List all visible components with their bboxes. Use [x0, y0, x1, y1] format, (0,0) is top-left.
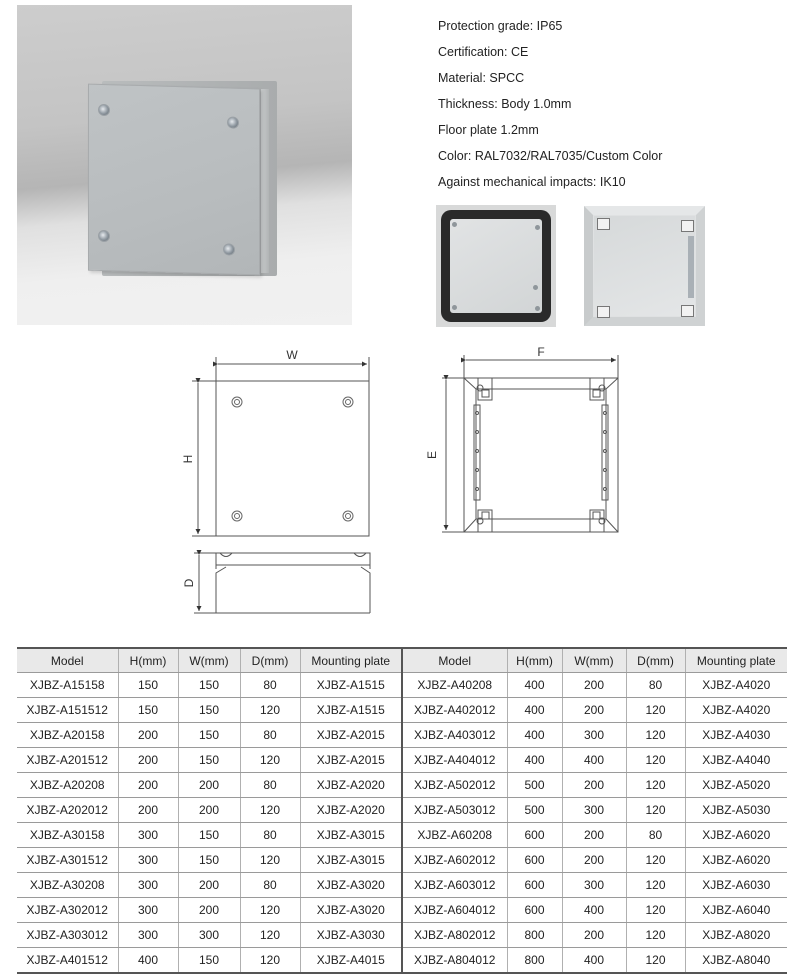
- cell-depth: 80: [240, 873, 300, 898]
- cell-depth: 120: [626, 898, 685, 923]
- cell-mounting-plate: XJBZ-A3020: [300, 898, 402, 923]
- screw-icon: [98, 230, 110, 242]
- cell-model: XJBZ-A20208: [17, 773, 118, 798]
- photo-cover-inside: [436, 205, 556, 327]
- cell-depth: 120: [240, 698, 300, 723]
- cell-height: 400: [507, 698, 562, 723]
- mounting-bracket: [597, 306, 610, 318]
- spec-material: Material: SPCC: [438, 71, 525, 85]
- cell-mounting-plate: XJBZ-A4020: [685, 698, 787, 723]
- cell-mounting-plate: XJBZ-A6040: [685, 898, 787, 923]
- cell-mounting-plate: XJBZ-A2015: [300, 723, 402, 748]
- cell-model: XJBZ-A302012: [17, 898, 118, 923]
- cell-width: 200: [562, 848, 626, 873]
- cell-height: 600: [507, 898, 562, 923]
- cell-mounting-plate: XJBZ-A3015: [300, 848, 402, 873]
- cell-height: 600: [507, 848, 562, 873]
- cell-model: XJBZ-A604012: [402, 898, 507, 923]
- cover-plate: [450, 219, 542, 313]
- cell-mounting-plate: XJBZ-A4040: [685, 748, 787, 773]
- cell-height: 150: [118, 673, 178, 698]
- cell-height: 400: [118, 948, 178, 974]
- cell-model: XJBZ-A30208: [17, 873, 118, 898]
- spec-color: Color: RAL7032/RAL7035/Custom Color: [438, 149, 663, 163]
- screw-icon: [535, 225, 540, 230]
- cell-mounting-plate: XJBZ-A6020: [685, 823, 787, 848]
- spec-protection-grade: Protection grade: IP65: [438, 19, 563, 33]
- cell-height: 200: [118, 748, 178, 773]
- cell-model: XJBZ-A151512: [17, 698, 118, 723]
- cell-depth: 80: [626, 673, 685, 698]
- screw-icon: [98, 104, 110, 116]
- cell-depth: 120: [240, 923, 300, 948]
- cell-height: 500: [507, 773, 562, 798]
- cell-depth: 120: [240, 848, 300, 873]
- mounting-bracket: [681, 220, 694, 232]
- screw-icon: [452, 222, 457, 227]
- cell-width: 150: [178, 748, 240, 773]
- cell-depth: 120: [626, 698, 685, 723]
- spec-impact-rating: Against mechanical impacts: IK10: [438, 175, 626, 189]
- interior-view-drawing: [442, 355, 618, 532]
- front-screws: [232, 397, 353, 521]
- interior-rails: [474, 405, 608, 500]
- cell-width: 150: [178, 673, 240, 698]
- table-row: [17, 798, 787, 823]
- interior-outer-outline: [464, 378, 618, 532]
- height-label: H: [181, 454, 195, 464]
- cell-height: 300: [118, 823, 178, 848]
- table-row: [17, 748, 787, 773]
- cell-height: 800: [507, 923, 562, 948]
- cell-model: XJBZ-A802012: [402, 923, 507, 948]
- cell-mounting-plate: XJBZ-A2015: [300, 748, 402, 773]
- cell-mounting-plate: XJBZ-A4015: [300, 948, 402, 974]
- product-photo-enclosure: [17, 5, 352, 325]
- cell-mounting-plate: XJBZ-A3015: [300, 823, 402, 848]
- cell-depth: 80: [240, 773, 300, 798]
- model-spec-table: [17, 647, 787, 974]
- cell-height: 400: [507, 723, 562, 748]
- cell-mounting-plate: XJBZ-A6020: [685, 848, 787, 873]
- cell-depth: 120: [626, 798, 685, 823]
- cell-width: 300: [562, 873, 626, 898]
- cell-height: 600: [507, 823, 562, 848]
- cell-width: 200: [178, 898, 240, 923]
- cell-width: 200: [178, 873, 240, 898]
- table-row: [17, 698, 787, 723]
- cell-depth: 120: [626, 948, 685, 974]
- cell-height: 150: [118, 698, 178, 723]
- cell-mounting-plate: XJBZ-A4020: [685, 673, 787, 698]
- cell-width: 150: [178, 698, 240, 723]
- cell-width: 150: [178, 848, 240, 873]
- cell-height: 200: [118, 798, 178, 823]
- cell-width: 400: [562, 898, 626, 923]
- cell-height: 200: [118, 723, 178, 748]
- cell-depth: 120: [626, 773, 685, 798]
- spec-thickness-body: Thickness: Body 1.0mm: [438, 97, 572, 111]
- cell-width: 200: [562, 698, 626, 723]
- cell-height: 400: [507, 748, 562, 773]
- cell-model: XJBZ-A301512: [17, 848, 118, 873]
- cell-width: 400: [562, 748, 626, 773]
- table-row: [17, 923, 787, 948]
- cell-width: 200: [562, 773, 626, 798]
- cell-height: 300: [118, 898, 178, 923]
- cell-mounting-plate: XJBZ-A3030: [300, 923, 402, 948]
- cell-depth: 80: [626, 823, 685, 848]
- header-depth: D(mm): [626, 648, 685, 673]
- cell-mounting-plate: XJBZ-A5030: [685, 798, 787, 823]
- cell-model: XJBZ-A202012: [17, 798, 118, 823]
- cell-mounting-plate: XJBZ-A8020: [685, 923, 787, 948]
- cell-width: 200: [562, 823, 626, 848]
- cell-model: XJBZ-A20158: [17, 723, 118, 748]
- cell-depth: 80: [240, 823, 300, 848]
- table-row: [17, 873, 787, 898]
- table-header-row: [17, 648, 787, 673]
- cell-depth: 120: [626, 873, 685, 898]
- cell-width: 200: [562, 673, 626, 698]
- cell-width: 200: [562, 923, 626, 948]
- cell-depth: 120: [626, 723, 685, 748]
- dimension-drawings: [0, 335, 800, 635]
- cell-mounting-plate: XJBZ-A2020: [300, 798, 402, 823]
- cell-height: 400: [507, 673, 562, 698]
- cell-model: XJBZ-A804012: [402, 948, 507, 974]
- cell-depth: 80: [240, 723, 300, 748]
- cell-model: XJBZ-A503012: [402, 798, 507, 823]
- cell-height: 500: [507, 798, 562, 823]
- cell-model: XJBZ-A40208: [402, 673, 507, 698]
- cell-model: XJBZ-A403012: [402, 723, 507, 748]
- cell-mounting-plate: XJBZ-A4030: [685, 723, 787, 748]
- cell-depth: 120: [240, 748, 300, 773]
- cell-mounting-plate: XJBZ-A5020: [685, 773, 787, 798]
- photo-enclosure-interior: [584, 206, 705, 326]
- cell-model: XJBZ-A30158: [17, 823, 118, 848]
- cell-model: XJBZ-A602012: [402, 848, 507, 873]
- interior-width-label: F: [537, 345, 545, 359]
- table-row: [17, 773, 787, 798]
- cell-depth: 80: [240, 673, 300, 698]
- screw-icon: [535, 306, 540, 311]
- cell-model: XJBZ-A303012: [17, 923, 118, 948]
- cell-model: XJBZ-A603012: [402, 873, 507, 898]
- table-row: [17, 723, 787, 748]
- spec-certification: Certification: CE: [438, 45, 529, 59]
- header-width: W(mm): [178, 648, 240, 673]
- header-model: Model: [17, 648, 118, 673]
- header-height: H(mm): [118, 648, 178, 673]
- screw-icon: [223, 243, 235, 255]
- front-view-drawing: [192, 357, 369, 536]
- interior-height-label: E: [425, 450, 439, 460]
- cell-width: 300: [178, 923, 240, 948]
- cell-model: XJBZ-A502012: [402, 773, 507, 798]
- table-row: [17, 823, 787, 848]
- cell-model: XJBZ-A404012: [402, 748, 507, 773]
- cell-model: XJBZ-A402012: [402, 698, 507, 723]
- cell-height: 300: [118, 923, 178, 948]
- header-mounting-plate: Mounting plate: [300, 648, 402, 673]
- header-mounting-plate: Mounting plate: [685, 648, 787, 673]
- table-row: [17, 673, 787, 698]
- cell-height: 600: [507, 873, 562, 898]
- mounting-rail: [688, 236, 694, 298]
- enclosure-lid-edge: [261, 89, 269, 273]
- cell-width: 150: [178, 823, 240, 848]
- cell-mounting-plate: XJBZ-A1515: [300, 673, 402, 698]
- width-label: W: [286, 348, 298, 362]
- header-height: H(mm): [507, 648, 562, 673]
- cell-width: 300: [562, 723, 626, 748]
- cell-mounting-plate: XJBZ-A6030: [685, 873, 787, 898]
- side-view-lid: [216, 553, 370, 565]
- cell-depth: 120: [240, 798, 300, 823]
- enclosure-cover: [88, 84, 260, 276]
- cell-width: 300: [562, 798, 626, 823]
- cell-width: 150: [178, 723, 240, 748]
- cell-depth: 120: [240, 898, 300, 923]
- cell-model: XJBZ-A401512: [17, 948, 118, 974]
- table-row: [17, 848, 787, 873]
- cell-mounting-plate: XJBZ-A1515: [300, 698, 402, 723]
- depth-label: D: [182, 578, 196, 588]
- spec-floor-plate: Floor plate 1.2mm: [438, 123, 539, 137]
- cell-depth: 120: [626, 848, 685, 873]
- cell-width: 150: [178, 948, 240, 974]
- cell-height: 300: [118, 873, 178, 898]
- header-width: W(mm): [562, 648, 626, 673]
- cell-mounting-plate: XJBZ-A2020: [300, 773, 402, 798]
- cell-mounting-plate: XJBZ-A8040: [685, 948, 787, 974]
- cell-depth: 120: [626, 748, 685, 773]
- header-depth: D(mm): [240, 648, 300, 673]
- cell-height: 800: [507, 948, 562, 974]
- cell-width: 400: [562, 948, 626, 974]
- screw-icon: [227, 116, 239, 128]
- cell-height: 200: [118, 773, 178, 798]
- cell-model: XJBZ-A60208: [402, 823, 507, 848]
- side-view-drawing: [194, 553, 370, 613]
- cell-mounting-plate: XJBZ-A3020: [300, 873, 402, 898]
- cell-height: 300: [118, 848, 178, 873]
- mounting-bracket: [681, 305, 694, 317]
- screw-icon: [533, 285, 538, 290]
- table-row: [17, 948, 787, 974]
- interior-brackets: [477, 378, 605, 532]
- cell-width: 200: [178, 798, 240, 823]
- header-model: Model: [402, 648, 507, 673]
- cell-width: 200: [178, 773, 240, 798]
- cell-model: XJBZ-A201512: [17, 748, 118, 773]
- screw-icon: [452, 305, 457, 310]
- cell-depth: 120: [240, 948, 300, 974]
- table-row: [17, 898, 787, 923]
- cell-model: XJBZ-A15158: [17, 673, 118, 698]
- cell-depth: 120: [626, 923, 685, 948]
- mounting-bracket: [597, 218, 610, 230]
